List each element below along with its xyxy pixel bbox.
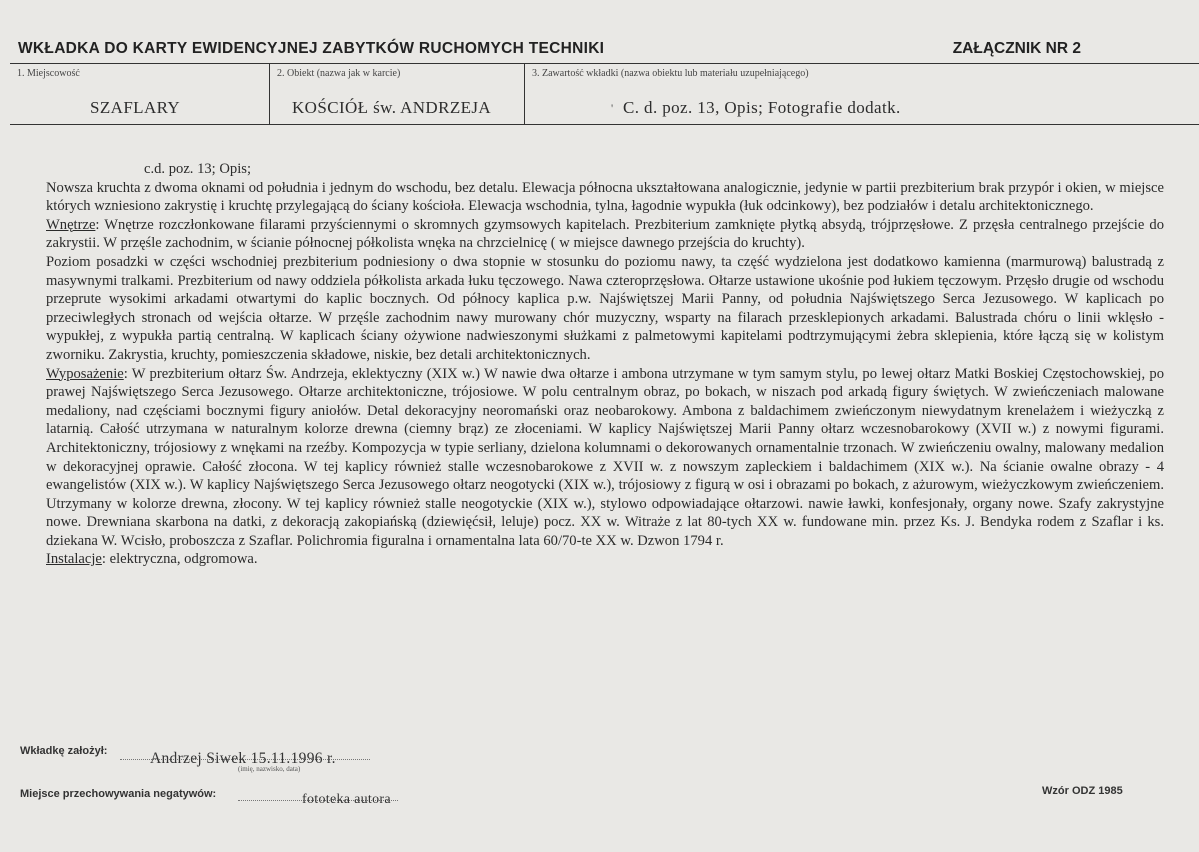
negatives-location-value: fototeka autora (302, 792, 391, 807)
paragraph-exterior: Nowsza kruchta z dwoma oknami od południa i jednym do wschodu, bez detalu. Elewacja północna ukształtowana analogicznie, jedynie w partii prezbiterium brak przypór i okien, w miejsce których wzniesiono zakrystię i kruchtę przylegającą do ściany kościoła. Elewacja wschodnia, tylna, łagodnie wypukła (łuk odcinkowy), bez podziałów i detalu architektonicznego. (46, 179, 1164, 215)
header-fields-table (10, 63, 1199, 125)
document-title: WKŁADKA DO KARTY EWIDENCYJNEJ ZABYTKÓW RUCHOMYCH TECHNIKI (18, 40, 605, 57)
installations-text: : elektryczna, odgromowa. (101, 551, 258, 568)
location-field (10, 64, 270, 124)
equipment-text: : W prezbiterium ołtarz Św. Andrzeja, eklektyczny (XIX w.) W nawie dwa ołtarze i ambona utrzymane w tym samym stylu, po lewej ołtarz Matki Boskiej Częstochowskiej, po prawej Najświętszego Serca Jezusowego. Ołtarze architektoniczne, trójosiowe. W polu centralnym obraz, po bokach, w niszach pod arkadą figury świętych. W zwieńczeniach malowane medaliony, nad częściami bocznymi figury aniołów. Detal dekoracyjny neoromański oraz neobarokowy. Ambona z baldachimem zwieńczonym niewydatnym krenelażem i wieżyczką z latarnią. Całość utrzymana w naturalnym kolorze drewna (ciemny brąz) ze złoceniami. W kaplicy Najświętszej Marii Panny ołtarz wczesnobarokowy (XVII w.) z nowymi figurami. Architektoniczny, trójosiowy z wnękami na rzeźby. Kompozycja w typie serliany, dzielona kolumnami o dekorowanych ornamentalnie trzonach. W zwieńczeniu owalny, malowany medalion w dekoracyjnej oprawie. Całość złocona. W tej kaplicy również stalle wczesnobarokowe z XVII w. z nowszym zapleckiem i baldachimem (XIX w.). Na ścianie owalne obrazy - 4 ewangelistów (XIX w.). W kaplicy Najświętszego Serca Jezusowego ołtarz neogotycki (XIX w.), trójosiowy z figurą w osi i obrazami po bokach, z ażurowym, wieżyczkowym zwieńczeniem. Utrzymany w kolorze drewna, złocony. W tej kaplicy również stalle neogotyckie (XIX w.), stylowo odpowiadające ołtarzowi. nawie ławki, konfesjonały, organy nowe. Szafy zakrystyjne nowe. Drewniana skarbona na datki, z dekoracją zakopiańską (dziewięćsił, leluje) pocz. XX w. Witraże z lat 80-tych XX w. fundowane min. przez Ks. J. Bendyka rodem z Szaflar i ks. dziekana W. Wcisło, proboszcza z Szaflar. Polichromia figuralna i ornamentalna lata 60/70-te XX w. Dzwon 1794 r. (46, 365, 1164, 549)
paragraph-equipment (46, 365, 1164, 551)
location-label: 1. Miejscowość (17, 68, 80, 79)
contents-label: 3. Zawartość wkładki (nazwa obiektu lub materiału uzupełniającego) (532, 68, 809, 79)
inserted-by-label: Wkładkę założył: (20, 745, 108, 757)
location-value: SZAFLARY (90, 98, 181, 117)
paragraph-floor-and-chapels: Poziom posadzki w części wschodniej prezbiterium podniesiony o dwa stopnie w stosunku do poziomu nawy, ta część wydzielona jest dodatkowo kamienna (marmurową) balustradą z masywnymi tralkami. Prezbiterium od nawy oddziela półkolista arkada łuku tęczowego. Nawa czteroprzęsłowa. Ołtarze ustawione ukośnie pod łukiem tęczowym. Przęsło drugie od wschodu przeprute wysokimi arkadami otwartymi do kaplic bocznych. Od północy kaplica p.w. Najświętszej Marii Panny, od południa Najświętszego Serca Jezusowego. W kaplicach po przeciwległych stronach od wejścia ołtarze. W przęśle zachodnim nawy murowany chór muzyczny, wsparty na filarach przesklepionych arkadami. Balustrada chóru o linii wklęsło - wypukłej, z wypukła partią centralną. W kaplicach ściany ożywione nadwieszonymi służkami z palmetowymi kapitelami podtrzymującymi żebra sklepienia, które łączą się w kolistym zworniku. Zakrystia, kruchty, pomieszczenia składowe, niskie, bez detali architektonicznych. (46, 253, 1164, 363)
description-body (46, 160, 1164, 569)
contents-field (525, 64, 1199, 124)
installations-label: Instalacje (46, 551, 102, 568)
inserted-by-value: Andrzej Siwek 15.11.1996 r. (150, 750, 336, 767)
interior-text: : Wnętrze rozczłonkowane filarami przyściennymi o skromnych gzymsowych kapitelach. Prezbiterium zamknięte płytką absydą, trójprzęsłowe. Z przęsła centralnego przejście do zakrystii. W przęśle zachodnim, w ścianie północnej półkolista wnęka na chrzcielnicę ( w miejsce dawnego przejścia do kruchty). (46, 216, 1164, 252)
negatives-location-label: Miejsce przechowywania negatywów: (20, 788, 217, 800)
equipment-label: Wyposażenie (46, 365, 124, 382)
paragraph-interior (46, 216, 1164, 253)
form-model-label: Wzór ODZ 1985 (1042, 785, 1123, 797)
object-label: 2. Obiekt (nazwa jak w karcie) (277, 68, 401, 79)
interior-label: Wnętrze (46, 216, 96, 233)
object-value: KOŚCIÓŁ św. ANDRZEJA (292, 98, 492, 117)
paragraph-installations (46, 550, 1164, 569)
object-field (270, 64, 525, 124)
continuation-heading: c.d. poz. 13; Opis; (144, 161, 252, 177)
inserted-by-caption: (imię, nazwisko, data) (238, 765, 301, 773)
contents-tick-mark: ' (611, 101, 614, 115)
annex-number: ZAŁĄCZNIK NR 2 (952, 40, 1081, 57)
contents-value: C. d. poz. 13, Opis; Fotografie dodatk. (623, 98, 901, 117)
